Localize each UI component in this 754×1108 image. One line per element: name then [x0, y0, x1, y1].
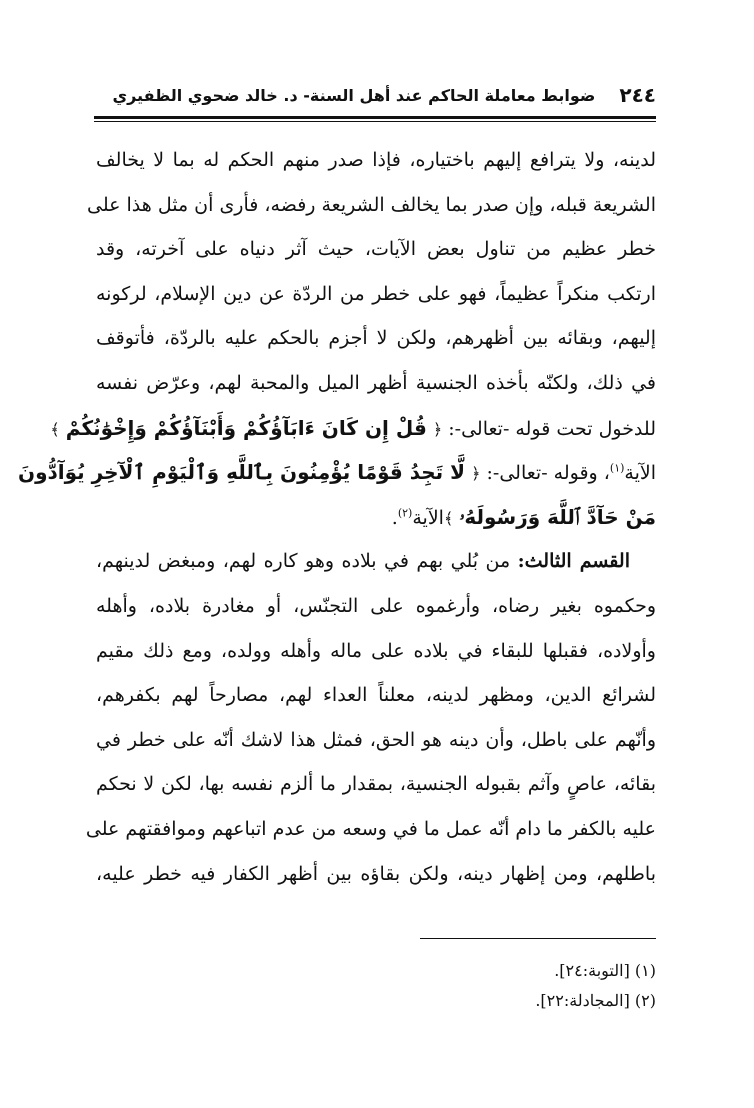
- footnotes: [96, 956, 656, 1016]
- text-line: وأنّهم على باطل، وأن دينه هو الحق، فمثل هذا لاشك أنّه على خطر في: [96, 728, 656, 751]
- footnote-item: [96, 986, 656, 1016]
- section-label: القسم الثالث:: [517, 550, 630, 573]
- footnote-ref[interactable]: (١): [609, 461, 625, 475]
- quran-open-bracket: ﴿: [471, 464, 481, 484]
- text-line-with-verse: [96, 495, 656, 540]
- footnote-item: [96, 956, 656, 986]
- quran-close-bracket: ﴾: [50, 419, 60, 439]
- body-text: [18, 138, 656, 896]
- footnote-ref[interactable]: (٢): [397, 506, 413, 520]
- text-line: ارتكب منكراً عظيماً، فهو على خطر من الردّة عن دين الإسلام، لركونه: [96, 282, 656, 305]
- footnote-text: [التوبة:٢٤].: [554, 961, 630, 980]
- text-line: الشريعة قبله، وإن صدر بما يخالف الشريعة رفضه، فأرى أن مثل هذا على: [87, 193, 656, 216]
- footnote-number: (٢): [634, 991, 656, 1010]
- text-segment: للدخول تحت قوله -تعالى-:: [442, 417, 656, 440]
- text-line: بقائه، عاصٍ وآثم بقبوله الجنسية، بمقدار ما ألزم نفسه بها، لكن لا نحكم: [96, 773, 656, 796]
- text-segment: الآية: [624, 462, 656, 485]
- header-rule: [94, 116, 656, 119]
- footnote-number: (١): [634, 961, 656, 980]
- text-line: وأولاده، فقبلها للبقاء في بلاده على ماله وأهله وولده، ومع ذلك مقيم: [96, 639, 656, 662]
- text-line: خطر عظيم من تناول بعض الآيات، حيث آثر دنياه على آخرته، وقد: [96, 238, 656, 261]
- text-line: عليه بالكفر ما دام أنّه عمل ما في وسعه من عدم اتباعهم وموافقتهم على: [85, 817, 656, 840]
- text-line: باطلهم، ومن إظهار دينه، ولكن بقاؤه بين أظهر الكفار فيه خطر عليه،: [96, 862, 656, 885]
- quran-open-bracket: ﴿: [432, 419, 443, 439]
- quran-close-bracket: ﴾: [443, 508, 454, 528]
- text-segment: من بُلي بهم في بلاده وهو كاره لهم، ومبغض لدينهم،: [96, 550, 518, 573]
- text-segment: .: [391, 506, 398, 529]
- paragraph-start: [96, 539, 656, 584]
- text-line: وحكموه بغير رضاه، وأرغموه على التجنّس، أو مغادرة بلاده، وأهله: [96, 594, 656, 617]
- text-line-with-verse: [18, 450, 656, 495]
- quran-verse: لَّا تَجِدُ قَوْمًا يُؤْمِنُونَ بِٱللَّهِ وَٱلْيَوْمِ ٱلْآخِرِ يُوَآدُّونَ: [18, 460, 466, 485]
- page-header: [96, 80, 656, 110]
- running-title: ضوابط معاملة الحاكم عند أهل السنة- د. خالد ضحوي الظفيري: [112, 85, 596, 105]
- footnote-text: [المجادلة:٢٢].: [535, 991, 630, 1010]
- text-segment: الآية: [412, 506, 444, 529]
- text-line: لشرائع الدين، ومظهر لدينه، معلناً العداء لهم، مصارحاً لهم بكفرهم،: [96, 684, 656, 707]
- page-number: ٢٤٤: [619, 83, 656, 107]
- text-line-with-verse: [50, 406, 656, 451]
- text-segment: ، وقوله -تعالى-:: [480, 462, 610, 485]
- footnote-rule: [420, 938, 656, 939]
- text-line: في ذلك، ولكنّه بأخذه الجنسية أظهر الميل والمحبة لهم، وعرّض نفسه: [96, 371, 656, 394]
- quran-verse: قُلْ إِن كَانَ ءَابَآؤُكُمْ وَأَبْنَآؤُكُمْ وَإِخْوَٰنُكُمْ: [65, 415, 427, 440]
- quran-verse: مَنْ حَآدَّ ٱللَّهَ وَرَسُولَهُۥ: [459, 504, 656, 529]
- text-line: لدينه، ولا يترافع إليهم باختياره، فإذا صدر منهم الحكم له بما لا يخالف: [96, 149, 656, 171]
- text-line: إليهم، وبقائه بين أظهرهم، ولكن لا أجزم بالحكم عليه بالردّة، فأتوقف: [96, 327, 656, 350]
- header-rule-thin: [94, 121, 656, 122]
